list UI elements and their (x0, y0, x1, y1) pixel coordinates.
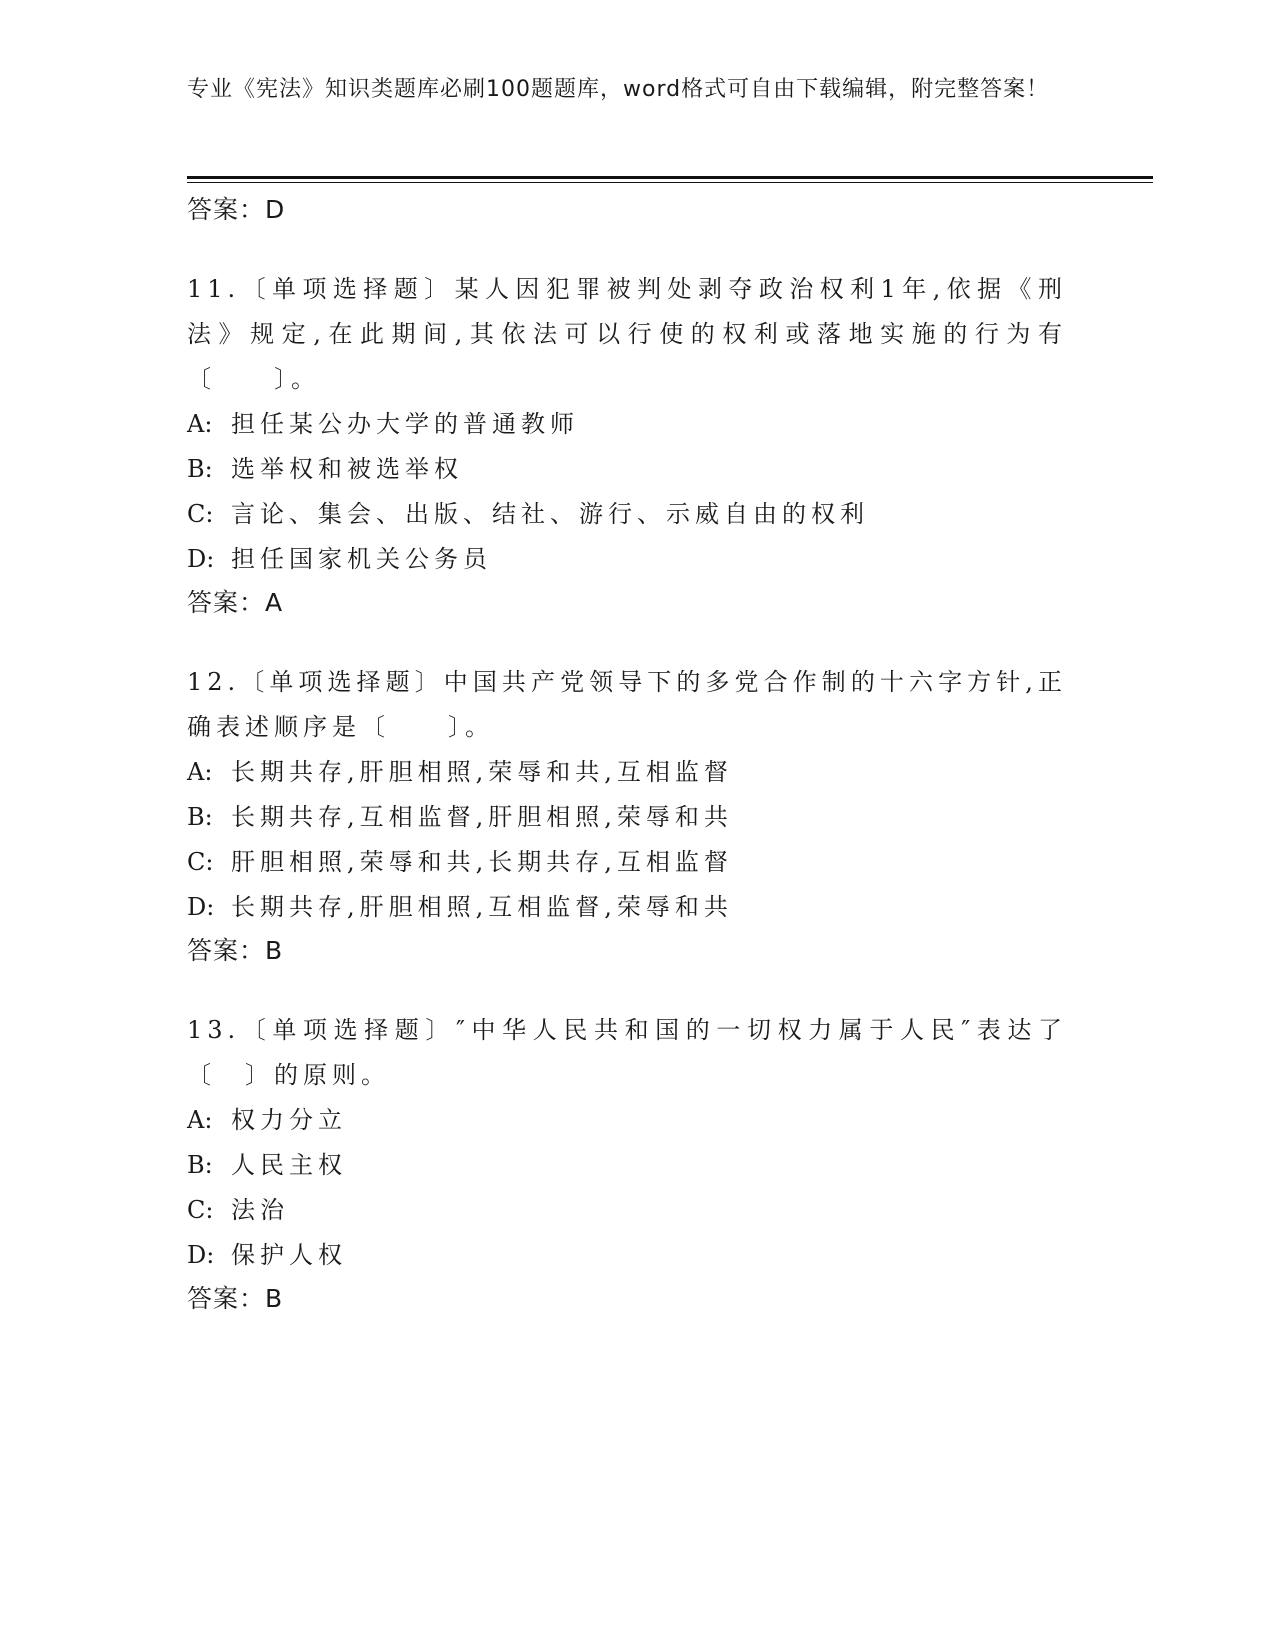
option-text: 肝胆相照,荣辱和共,长期共存,互相监督 (231, 848, 733, 876)
option-b (187, 795, 1067, 840)
option-letter: D: (187, 893, 215, 921)
option-d (187, 885, 1067, 930)
question-stem: 12.〔单项选择题〕中国共产党领导下的多党合作制的十六字方针,正确表述顺序是〔 〕。 (187, 668, 1067, 741)
question-11 (187, 267, 1067, 582)
answer-label: 答案：B (187, 1284, 284, 1313)
option-letter: A: (187, 410, 213, 438)
question-stem: 13.〔单项选择题〕″中华人民共和国的一切权力属于人民″表达了〔 〕的原则。 (187, 1016, 1067, 1089)
option-b (187, 447, 1067, 492)
option-text: 长期共存,肝胆相照,互相监督,荣辱和共 (231, 893, 733, 921)
header-rule-thick (187, 176, 1153, 179)
option-text: 权力分立 (231, 1106, 347, 1134)
answer-label: 答案：A (187, 588, 284, 617)
option-letter: C: (187, 500, 214, 528)
option-letter: B: (187, 1151, 213, 1179)
option-a (187, 1098, 1067, 1143)
option-text: 言论、集会、出版、结社、游行、示威自由的权利 (231, 500, 869, 528)
option-d (187, 1233, 1067, 1278)
option-letter: D: (187, 1241, 215, 1269)
option-text: 保护人权 (231, 1241, 347, 1269)
option-letter: A: (187, 758, 213, 786)
option-letter: B: (187, 803, 213, 831)
option-letter: C: (187, 1196, 214, 1224)
question-stem: 11.〔单项选择题〕某人因犯罪被判处剥夺政治权利1年,依据《刑法》规定,在此期间,其依法可以行使的权利或落地实施的行为有〔 〕。 (187, 275, 1067, 393)
option-letter: D: (187, 545, 215, 573)
document-header: 专业《宪法》知识类题库必刷100题题库，word格式可自由下载编辑，附完整答案！ (187, 77, 1050, 102)
option-text: 选举权和被选举权 (231, 455, 463, 483)
option-letter: C: (187, 848, 214, 876)
option-letter: B: (187, 455, 213, 483)
option-text: 长期共存,互相监督,肝胆相照,荣辱和共 (231, 803, 733, 831)
answer-label: 答案：B (187, 936, 284, 965)
option-c (187, 1188, 1067, 1233)
option-a (187, 750, 1067, 795)
option-text: 法治 (231, 1196, 289, 1224)
option-c (187, 492, 1067, 537)
option-c (187, 840, 1067, 885)
option-b (187, 1143, 1067, 1188)
option-d (187, 537, 1067, 582)
option-text: 担任某公办大学的普通教师 (231, 410, 579, 438)
question-12 (187, 660, 1067, 930)
option-letter: A: (187, 1106, 213, 1134)
option-text: 担任国家机关公务员 (231, 545, 492, 573)
header-rule-thin (187, 182, 1153, 183)
option-a (187, 402, 1067, 447)
answer-label: 答案：D (187, 195, 286, 224)
option-text: 人民主权 (231, 1151, 347, 1179)
question-13 (187, 1008, 1067, 1278)
option-text: 长期共存,肝胆相照,荣辱和共,互相监督 (231, 758, 733, 786)
